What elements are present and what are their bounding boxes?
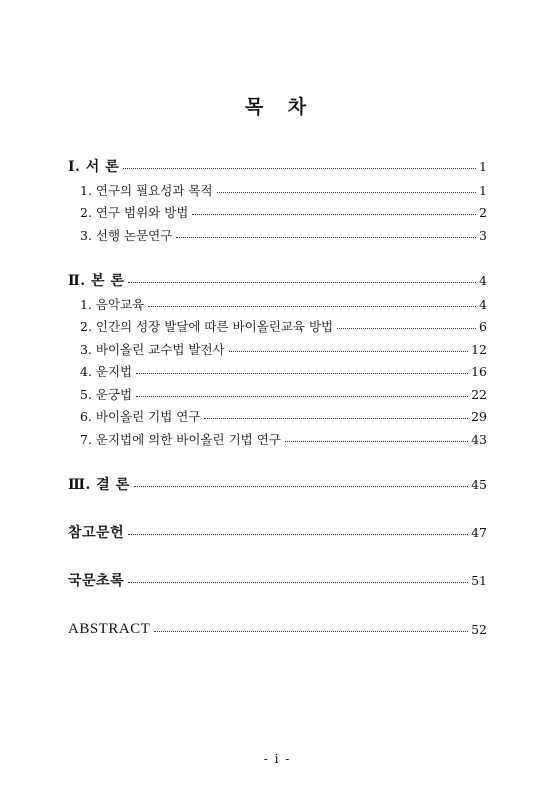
- dot-leader: [337, 327, 476, 329]
- dot-leader: [285, 440, 468, 442]
- toc-page-number: 22: [471, 386, 487, 402]
- toc-page-number: 1: [479, 158, 487, 174]
- toc-item-label: 1. 음악교육: [80, 297, 145, 312]
- toc-section-label: Ⅰ. 서 론: [68, 159, 120, 175]
- toc-item[interactable]: [80, 361, 487, 381]
- dot-leader: [136, 395, 468, 397]
- toc-page-number: 2: [479, 204, 487, 220]
- toc-item[interactable]: [80, 294, 487, 314]
- toc-item-label: 5. 운궁법: [80, 387, 133, 402]
- dot-leader: [154, 630, 468, 632]
- toc-section-label: Ⅱ. 본 론: [68, 273, 125, 289]
- dot-leader: [192, 213, 476, 215]
- toc-page-number: 52: [471, 621, 487, 637]
- toc-item[interactable]: [80, 384, 487, 404]
- toc-section-abstract[interactable]: [68, 619, 487, 639]
- toc-section-references[interactable]: [68, 522, 487, 542]
- toc-page-number: 43: [471, 431, 487, 447]
- toc-item-label: 4. 운지법: [80, 364, 133, 379]
- toc-page-number: 1: [479, 182, 487, 198]
- toc-page-number: 29: [471, 408, 487, 424]
- dot-leader: [204, 417, 468, 419]
- toc-section-label: 참고문헌: [68, 525, 125, 541]
- toc-section-label: Ⅲ. 결 론: [68, 477, 130, 493]
- toc-page-number: 3: [479, 227, 487, 243]
- dot-leader: [123, 167, 476, 169]
- toc-page-number: 6: [479, 318, 487, 334]
- toc-item[interactable]: [80, 316, 487, 336]
- dot-leader: [148, 305, 476, 307]
- toc-section-main[interactable]: [68, 270, 487, 290]
- dot-leader: [217, 191, 477, 193]
- toc-item[interactable]: [80, 406, 487, 426]
- toc-item-label: 2. 인간의 성장 발달에 따른 바이올린교육 방법: [80, 319, 334, 334]
- toc-page-number: 4: [479, 296, 487, 312]
- toc-page-number: 4: [479, 272, 487, 288]
- toc-item-label: 1. 연구의 필요성과 목적: [80, 183, 213, 198]
- toc-page-number: 12: [471, 341, 487, 357]
- toc-item-label: 3. 바이올린 교수법 발전사: [80, 342, 225, 357]
- dot-leader: [128, 281, 476, 283]
- toc-item[interactable]: [80, 202, 487, 222]
- page-title: 목 차: [244, 96, 309, 118]
- toc-item[interactable]: [80, 339, 487, 359]
- toc-section-introduction[interactable]: [68, 156, 487, 176]
- toc-section-korean-abstract[interactable]: [68, 570, 487, 590]
- toc-item-label: 2. 연구 범위와 방법: [80, 205, 189, 220]
- toc-item-label: 6. 바이올린 기법 연구: [80, 409, 201, 424]
- toc-item[interactable]: [80, 180, 487, 200]
- toc-section-label: ABSTRACT: [68, 620, 151, 637]
- toc-item[interactable]: [80, 429, 487, 449]
- toc-page-number: 16: [471, 363, 487, 379]
- dot-leader: [128, 533, 468, 535]
- toc-section-conclusion[interactable]: [68, 474, 487, 494]
- dot-leader: [136, 372, 468, 374]
- page-footer-number: - i -: [263, 752, 290, 766]
- toc-section-label: 국문초록: [68, 573, 125, 589]
- toc-page-number: 51: [471, 572, 487, 588]
- toc-page-number: 45: [471, 476, 487, 492]
- dot-leader: [229, 350, 468, 352]
- toc-item-label: 3. 선행 논문연구: [80, 228, 173, 243]
- toc-item[interactable]: [80, 225, 487, 245]
- dot-leader: [128, 581, 468, 583]
- dot-leader: [176, 236, 476, 238]
- toc-page-number: 47: [471, 524, 487, 540]
- dot-leader: [134, 485, 468, 487]
- toc-item-label: 7. 운지법에 의한 바이올린 기법 연구: [80, 432, 281, 447]
